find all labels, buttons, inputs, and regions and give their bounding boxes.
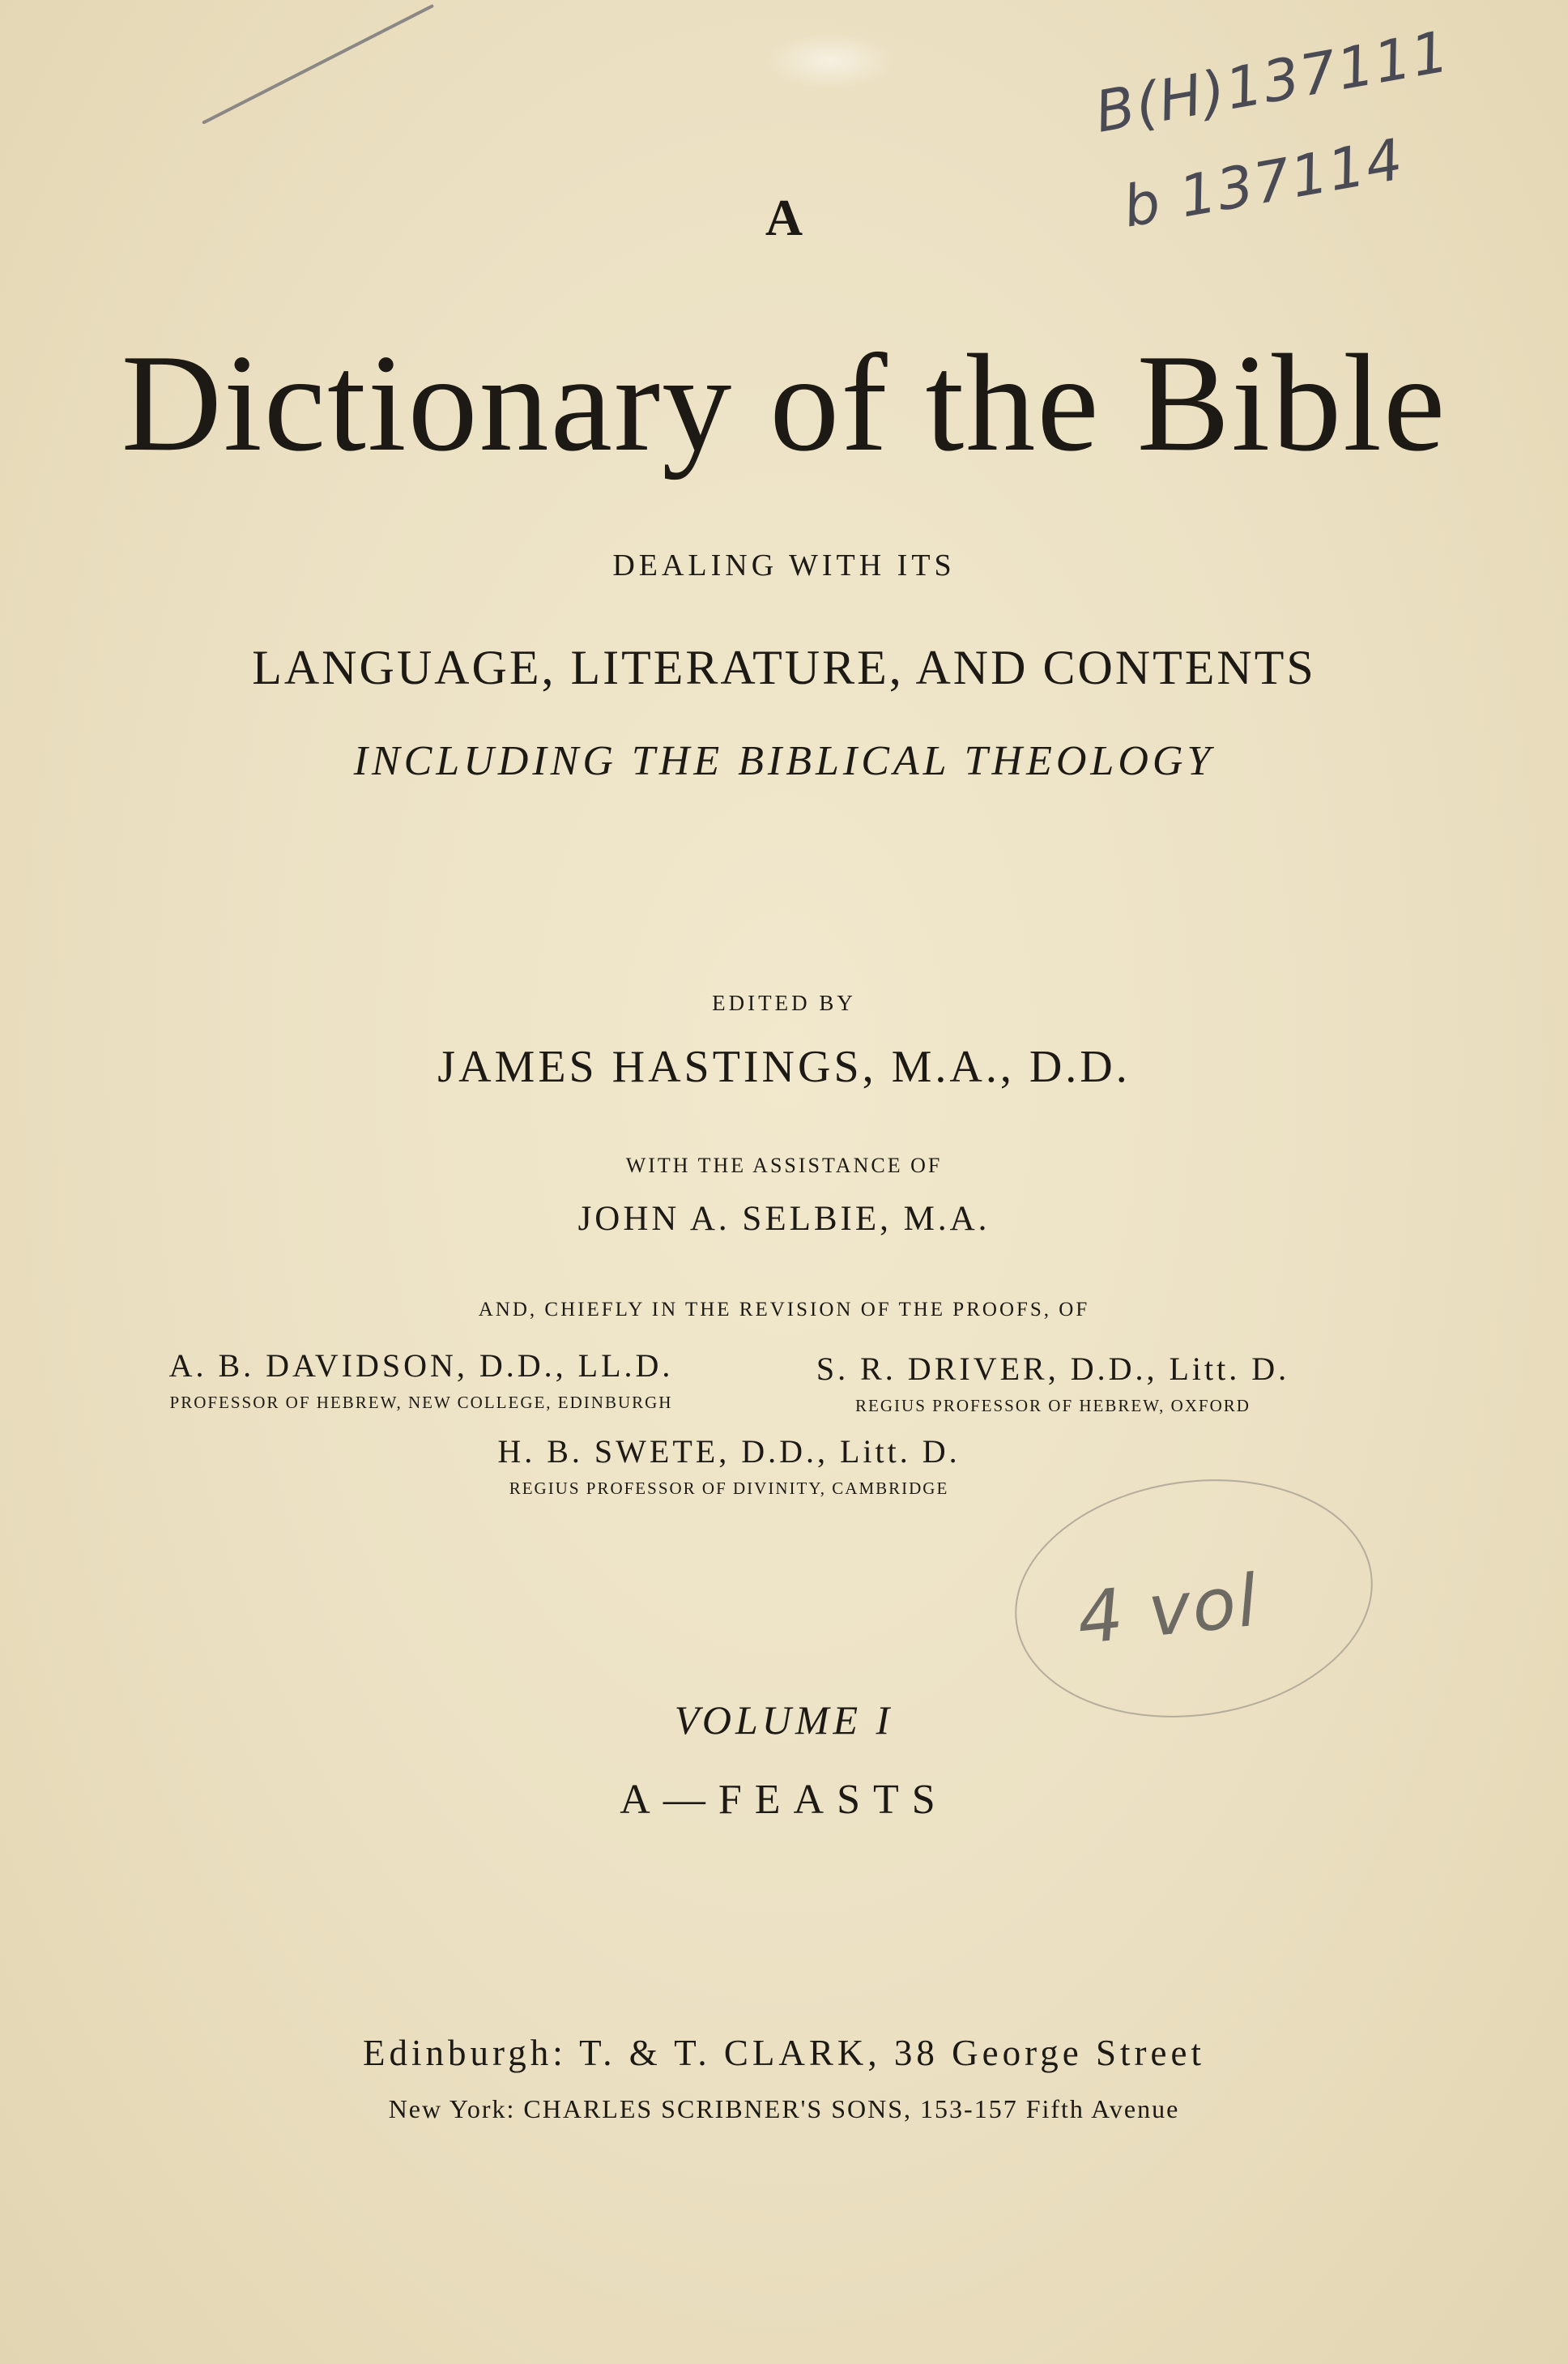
reviewer-post: REGIUS PROFESSOR OF DIVINITY, CAMBRIDGE: [509, 1479, 949, 1498]
reviewer-davidson: [154, 1346, 688, 1413]
subtitle-including: INCLUDING THE BIBLICAL THEOLOGY: [353, 738, 1215, 784]
revision-label: AND, CHIEFLY IN THE REVISION OF THE PROOFS, OF: [478, 1299, 1090, 1321]
subtitle-dealing: DEALING WITH ITS: [612, 548, 956, 582]
edited-by-label: EDITED BY: [712, 991, 856, 1015]
reviewer-name: A. B. DAVIDSON, D.D., LL.D.: [168, 1347, 674, 1384]
volume-range: A—FEASTS: [620, 1777, 948, 1823]
reviewer-name: S. R. DRIVER, D.D., Litt. D.: [816, 1351, 1290, 1387]
volume-number: VOLUME I: [674, 1697, 894, 1743]
reviewer-post: REGIUS PROFESSOR OF HEBREW, OXFORD: [855, 1396, 1251, 1415]
pencil-stroke: [202, 4, 434, 125]
paper-smudge: [765, 32, 895, 89]
handwritten-shelfmark-2: b 137114: [1118, 126, 1409, 241]
reviewer-post: PROFESSOR OF HEBREW, NEW COLLEGE, EDINBURGH: [169, 1393, 673, 1412]
page-title: Dictionary of the Bible: [121, 326, 1447, 480]
editor-name: JAMES HASTINGS, M.A., D.D.: [437, 1042, 1131, 1092]
reviewer-name: H. B. SWETE, D.D., Litt. D.: [497, 1433, 961, 1470]
title-article: A: [765, 189, 803, 246]
handwritten-volume-note: 4 vol: [1073, 1558, 1263, 1661]
reviewer-swete: [454, 1432, 1004, 1499]
handwritten-shelfmark-1: B(H)137111: [1090, 18, 1455, 146]
subtitle-language: LANGUAGE, LITERATURE, AND CONTENTS: [252, 641, 1316, 694]
imprint-new-york: New York: CHARLES SCRIBNER'S SONS, 153-157 Fifth Avenue: [388, 2094, 1180, 2123]
reviewer-driver: [810, 1350, 1296, 1416]
imprint-edinburgh: Edinburgh: T. & T. CLARK, 38 George Street: [363, 2033, 1205, 2073]
assistance-label: WITH THE ASSISTANCE OF: [625, 1154, 943, 1177]
assistant-name: JOHN A. SELBIE, M.A.: [577, 1200, 991, 1238]
